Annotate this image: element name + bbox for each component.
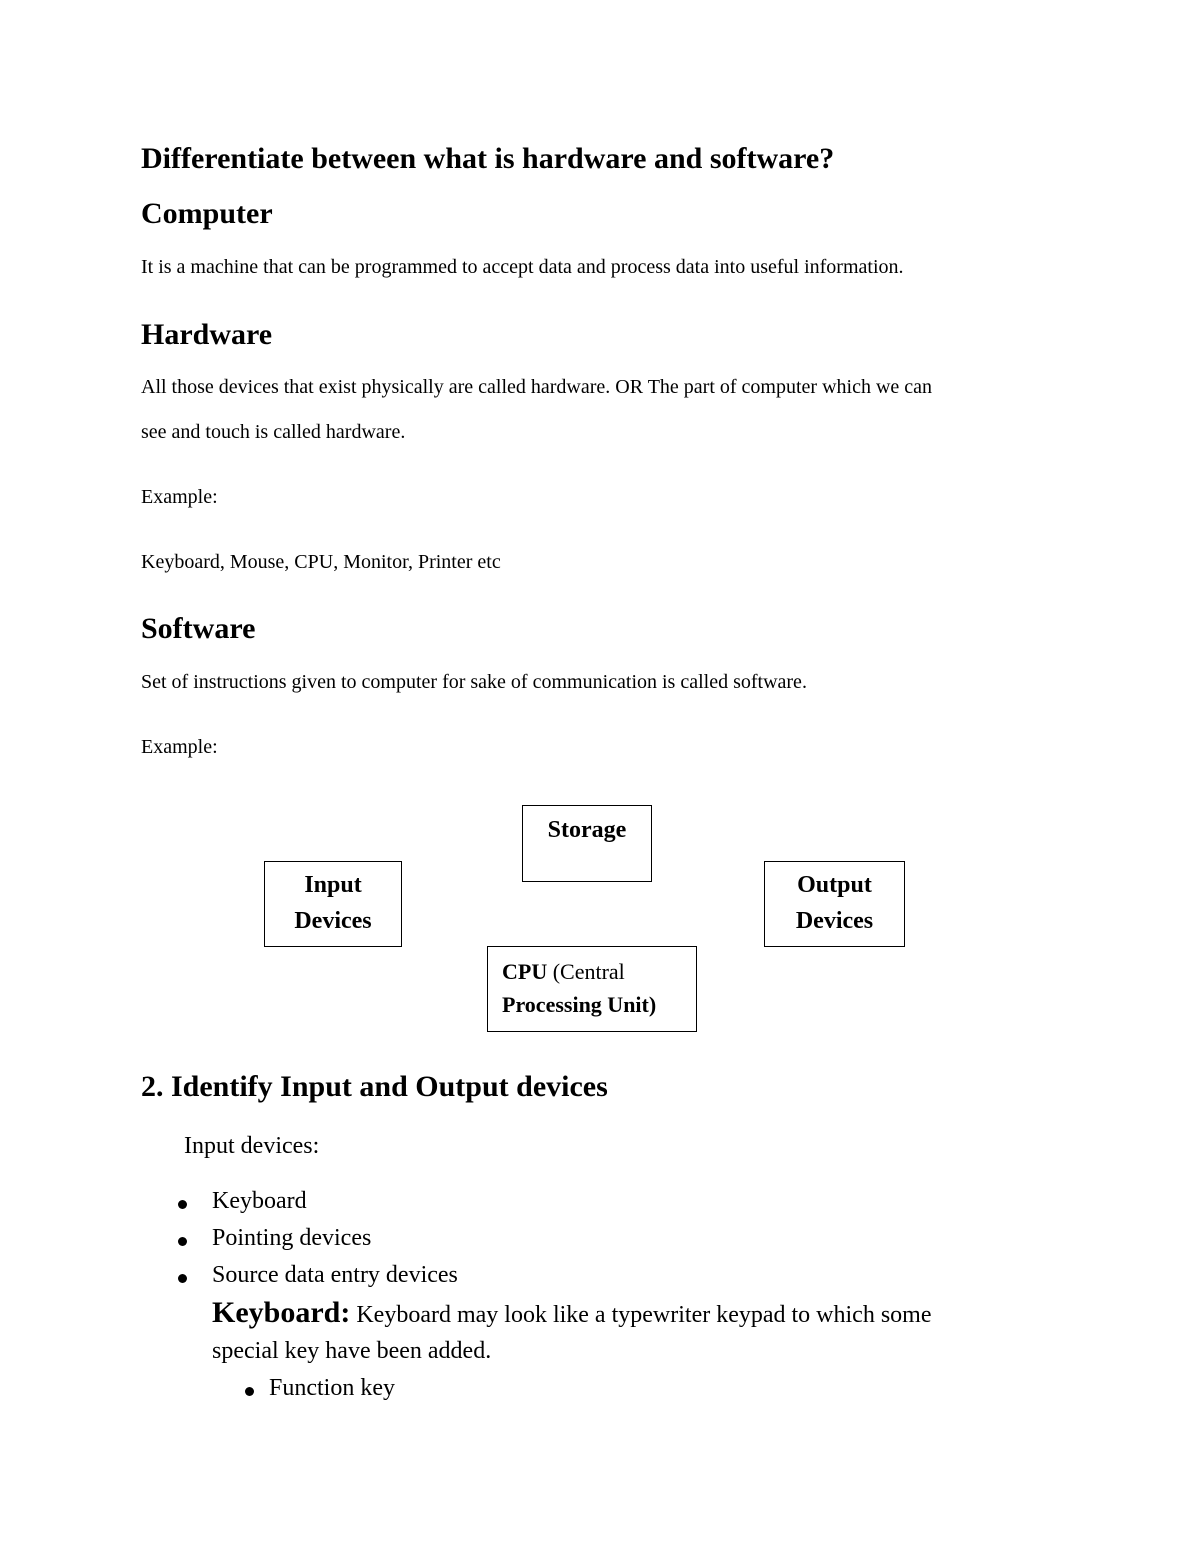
keyboard-term: Keyboard: [212,1296,351,1329]
output-devices-label-line1: Output [797,872,872,898]
keyboard-description-line2: special key have been added. [212,1338,492,1364]
cpu-expansion-start: (Central [547,959,625,984]
bullet-icon [178,1200,187,1209]
storage-box [522,805,652,882]
software-definition: Set of instructions given to computer for sake of communication is called software. [141,671,807,693]
software-example-label: Example: [141,736,218,758]
keyboard-description-text: Keyboard may look like a typewriter keypad to which some [350,1302,932,1328]
computer-definition: It is a machine that can be programmed to accept data and process data into useful information. [141,256,904,278]
cpu-label-line2: Processing Unit) [502,992,657,1017]
bullet-icon [178,1274,187,1283]
hardware-example-text: Keyboard, Mouse, CPU, Monitor, Printer etc [141,551,501,573]
list-item-label: Keyboard [212,1188,307,1214]
cpu-box [487,946,697,1032]
output-devices-box [764,861,905,947]
page-title: Differentiate between what is hardware and software? [141,142,835,175]
input-devices-label: Input devices: [184,1133,320,1159]
section2-heading: 2. Identify Input and Output devices [141,1070,608,1103]
bullet-icon [178,1237,187,1246]
software-heading: Software [141,612,256,645]
hardware-definition-line2: see and touch is called hardware. [141,421,406,443]
hardware-heading: Hardware [141,318,273,351]
list-item [212,1188,307,1215]
cpu-abbrev: CPU [502,959,548,984]
cpu-label-line1 [502,955,696,988]
list-item-label: Pointing devices [212,1225,372,1251]
sub-list-item-label: Function key [269,1375,395,1401]
list-item [212,1225,371,1252]
hardware-example-label: Example: [141,486,218,508]
list-item [212,1262,458,1289]
keyboard-description-line1 [212,1296,932,1330]
input-devices-box [264,861,402,947]
input-devices-label-line1: Input [304,872,362,898]
sub-list-item [269,1375,395,1402]
computer-heading: Computer [141,197,273,230]
storage-label: Storage [547,817,627,843]
list-item-label: Source data entry devices [212,1262,458,1288]
input-devices-label-line2: Devices [294,908,372,934]
hardware-definition-line1: All those devices that exist physically are called hardware. OR The part of computer which we can [141,376,933,398]
bullet-icon [245,1387,254,1396]
output-devices-label-line2: Devices [795,908,874,934]
